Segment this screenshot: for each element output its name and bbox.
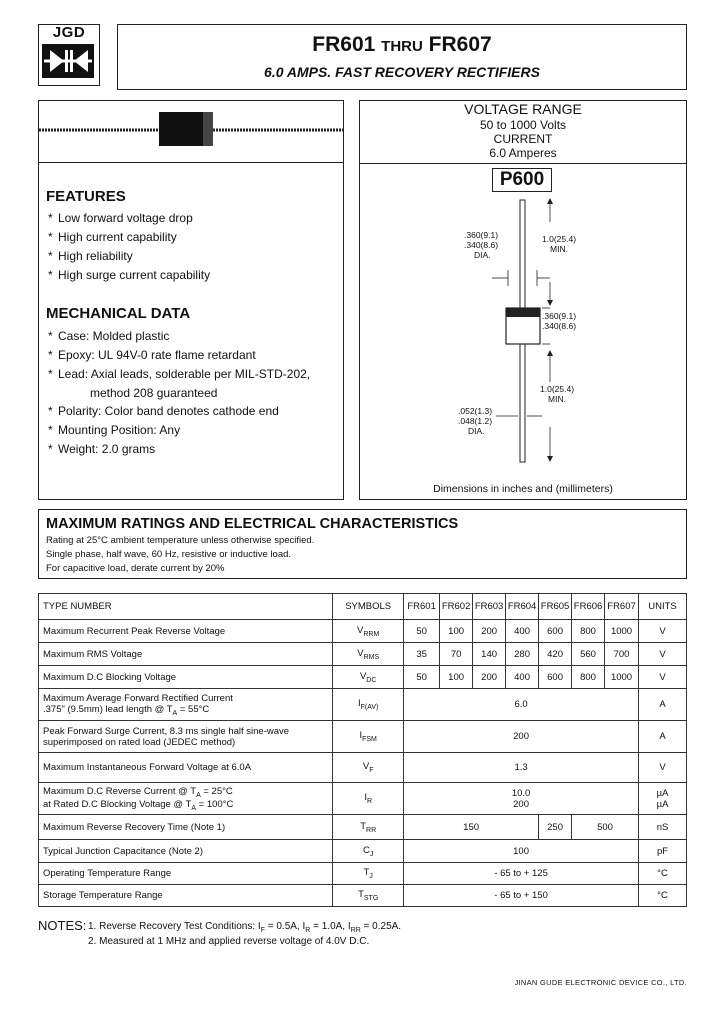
value-cell: 420 xyxy=(539,643,572,666)
value-cell: 6.0 xyxy=(404,689,639,721)
unit-cell: V xyxy=(639,753,687,783)
value-cell: 800 xyxy=(572,666,605,689)
table-row xyxy=(39,783,687,815)
unit-cell: V xyxy=(639,666,687,689)
value-cell: - 65 to + 150 xyxy=(404,885,639,907)
table-row xyxy=(39,666,687,689)
symbol-cell: $V_{DC}$ xyxy=(333,666,404,689)
value-cell: 250 xyxy=(539,815,572,840)
header-model: FR607 xyxy=(605,594,639,620)
param-cell: Storage Temperature Range xyxy=(39,885,333,907)
value-cell: 600 xyxy=(539,666,572,689)
mechanical-item: * Weight: 2.0 grams xyxy=(48,442,156,456)
header-model: FR605 xyxy=(539,594,572,620)
symbol-cell: $T_{STG}$ xyxy=(333,885,404,907)
symbol-cell: $V_{RMS}$ xyxy=(333,643,404,666)
title-part2: FR607 xyxy=(428,33,492,56)
value-cell: 800 xyxy=(572,620,605,643)
symbol-cell: $T_J$ xyxy=(333,863,404,885)
table-row xyxy=(39,721,687,753)
dim-body: .360(9.1) .340(8.6) xyxy=(542,311,577,331)
title-thru: THRU xyxy=(381,38,423,55)
value-cell: 100 xyxy=(440,620,473,643)
value-cell: 140 xyxy=(473,643,506,666)
ratings-note: Single phase, half wave, 60 Hz, resistive or inductive load. xyxy=(46,549,292,560)
feature-item: * Low forward voltage drop xyxy=(48,211,193,225)
value-cell: 100 xyxy=(404,840,639,863)
param-cell: Maximum Reverse Recovery Time (Note 1) xyxy=(39,815,333,840)
diode-photo-icon xyxy=(39,102,343,160)
value-cell: 1000 xyxy=(605,666,639,689)
value-cell: 100 xyxy=(440,666,473,689)
symbol-cell: $I_{F(AV)}$ xyxy=(333,689,404,721)
mechanical-item-cont: method 208 guaranteed xyxy=(90,386,218,400)
page-subtitle: 6.0 AMPS. FAST RECOVERY RECTIFIERS xyxy=(264,64,540,80)
feature-item: * High current capability xyxy=(48,230,177,244)
value-cell: 70 xyxy=(440,643,473,666)
title-part1: FR601 xyxy=(312,33,376,56)
param-cell: Peak Forward Surge Current, 8.3 ms single half sine-wave superimposed on rated load (JEDEC method) xyxy=(39,721,333,753)
value-cell: 200 xyxy=(404,721,639,753)
value-cell: 700 xyxy=(605,643,639,666)
feature-item: * High reliability xyxy=(48,249,133,263)
header-model: FR603 xyxy=(473,594,506,620)
table-row xyxy=(39,840,687,863)
table-row xyxy=(39,620,687,643)
value-cell: 500 xyxy=(572,815,639,840)
unit-cell: °C xyxy=(639,863,687,885)
header-model: FR606 xyxy=(572,594,605,620)
unit-cell: µA µA xyxy=(639,783,687,815)
table-row xyxy=(39,863,687,885)
value-cell: 1000 xyxy=(605,620,639,643)
header-symbols: SYMBOLS xyxy=(333,594,404,620)
ratings-title: MAXIMUM RATINGS AND ELECTRICAL CHARACTERISTICS xyxy=(46,516,459,532)
package-outline-drawing xyxy=(360,192,686,482)
company-footer: JINAN GUDE ELECTRONIC DEVICE CO., LTD. xyxy=(514,978,687,987)
table-row xyxy=(39,815,687,840)
param-cell: Maximum Recurrent Peak Reverse Voltage xyxy=(39,620,333,643)
unit-cell: V xyxy=(639,620,687,643)
symbol-cell: $T_{RR}$ xyxy=(333,815,404,840)
note-2: 2. Measured at 1 MHz and applied reverse voltage of 4.0V D.C. xyxy=(88,936,370,947)
value-cell: 35 xyxy=(404,643,440,666)
param-cell: Operating Temperature Range xyxy=(39,863,333,885)
note-1: 1. Reverse Recovery Test Conditions: $I_F = 0.5A$, $I_R = 1.0A$, $I_{RR} = 0.25A$. xyxy=(88,921,402,934)
mechanical-heading: MECHANICAL DATA xyxy=(46,305,191,322)
dim-wire-dia: .052(1.3) .048(1.2) DIA. xyxy=(458,406,493,436)
header-model: FR602 xyxy=(440,594,473,620)
unit-cell: V xyxy=(639,643,687,666)
value-cell: - 65 to + 125 xyxy=(404,863,639,885)
header-units: UNITS xyxy=(639,594,687,620)
spec-table xyxy=(38,593,687,907)
param-cell: Maximum D.C Blocking Voltage xyxy=(39,666,333,689)
logo-diode-icon xyxy=(42,44,94,78)
header-model: FR604 xyxy=(506,594,539,620)
param-cell: Maximum RMS Voltage xyxy=(39,643,333,666)
unit-cell: °C xyxy=(639,885,687,907)
value-cell: 10.0 200 xyxy=(404,783,639,815)
mechanical-item: * Epoxy: UL 94V-0 rate flame retardant xyxy=(48,348,256,362)
value-cell: 560 xyxy=(572,643,605,666)
mechanical-item: * Polarity: Color band denotes cathode end xyxy=(48,404,279,418)
mechanical-item: * Case: Molded plastic xyxy=(48,329,170,343)
unit-cell: A xyxy=(639,721,687,753)
features-panel xyxy=(38,100,344,500)
table-row xyxy=(39,753,687,783)
header-type: TYPE NUMBER xyxy=(39,594,333,620)
unit-cell: A xyxy=(639,689,687,721)
ratings-note: For capacitive load, derate current by 20% xyxy=(46,563,225,574)
voltage-range-value: 50 to 1000 Volts xyxy=(479,118,567,132)
param-cell: Maximum D.C Reverse Current @ $T_A = 25^\circ C$ at Rated D.C Blocking Voltage @ $T_A = 100^\circ C$ xyxy=(39,783,333,815)
value-cell: 200 xyxy=(473,666,506,689)
table-row xyxy=(39,885,687,907)
mechanical-item: * Lead: Axial leads, solderable per MIL-STD-202, xyxy=(48,367,311,381)
unit-cell: pF xyxy=(639,840,687,863)
value-cell: 150 xyxy=(404,815,539,840)
value-cell: 600 xyxy=(539,620,572,643)
symbol-cell: $V_{RRM}$ xyxy=(333,620,404,643)
param-cell: Maximum Instantaneous Forward Voltage at 6.0A xyxy=(39,753,333,783)
value-cell: 1.3 xyxy=(404,753,639,783)
param-cell: Typical Junction Capacitance (Note 2) xyxy=(39,840,333,863)
features-heading: FEATURES xyxy=(46,188,126,205)
symbol-cell: $I_R$ xyxy=(333,783,404,815)
value-cell: 280 xyxy=(506,643,539,666)
voltage-range-heading: VOLTAGE RANGE xyxy=(464,101,582,117)
symbol-cell: $I_{FSM}$ xyxy=(333,721,404,753)
panel-divider xyxy=(38,162,344,163)
page-title xyxy=(117,33,687,57)
current-heading: CURRENT xyxy=(493,132,553,146)
notes-label: NOTES: xyxy=(38,918,87,933)
table-header-row xyxy=(39,594,687,620)
table-row xyxy=(39,689,687,721)
value-cell: 50 xyxy=(404,666,440,689)
unit-cell: nS xyxy=(639,815,687,840)
value-cell: 400 xyxy=(506,666,539,689)
header-model: FR601 xyxy=(404,594,440,620)
value-cell: 200 xyxy=(473,620,506,643)
dim-lead-dia: .360(9.1) .340(8.6) DIA. xyxy=(464,230,499,260)
mechanical-item: * Mounting Position: Any xyxy=(48,423,181,437)
feature-item: * High surge current capability xyxy=(48,268,211,282)
ratings-note: Rating at 25°C ambient temperature unless otherwise specified. xyxy=(46,535,315,546)
dimensions-caption: Dimensions in inches and (millimeters) xyxy=(433,483,613,495)
symbol-cell: $C_J$ xyxy=(333,840,404,863)
dim-top-length: 1.0(25.4) MIN. xyxy=(542,234,577,254)
current-value: 6.0 Amperes xyxy=(489,146,557,160)
logo-text: JGD xyxy=(52,24,86,41)
value-cell: 400 xyxy=(506,620,539,643)
table-row xyxy=(39,643,687,666)
dim-bottom-length: 1.0(25.4) MIN. xyxy=(540,384,575,404)
package-label: P600 xyxy=(492,168,552,192)
symbol-cell: $V_F$ xyxy=(333,753,404,783)
param-cell: Maximum Average Forward Rectified Current .375" (9.5mm) lead length @ $T_A = 55^\circ C$ xyxy=(39,689,333,721)
value-cell: 50 xyxy=(404,620,440,643)
